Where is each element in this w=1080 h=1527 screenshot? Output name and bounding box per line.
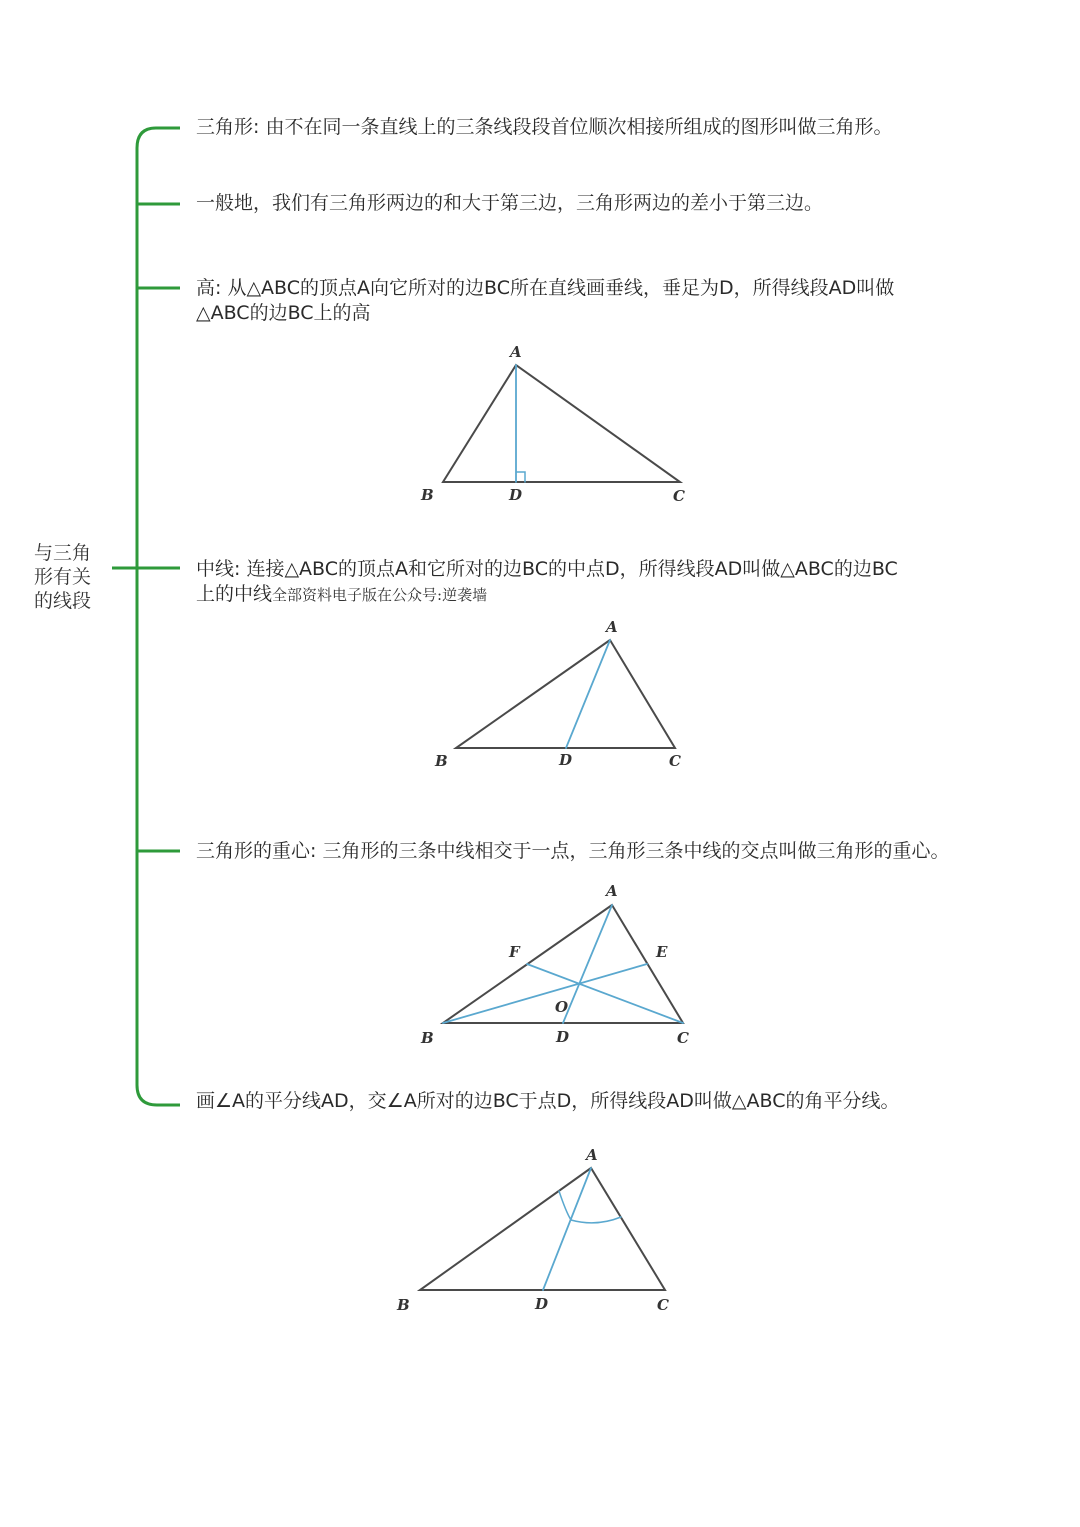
root-topic-line-1: 与三角 [34,542,92,564]
label-f: F [509,943,520,961]
label-a: A [606,618,618,636]
label-b: B [435,752,448,770]
label-a: A [606,882,618,900]
item-text: 三角形的重心: 三角形的三条中线相交于一点，三角形三条中线的交点叫做三角形的重心。 [196,840,950,862]
label-d: D [559,751,573,769]
watermark-text: 全部资料电子版在公众号:逆袭墙 [272,586,488,604]
item-text: 高: 从△ABC的顶点A向它所对的边BC所在直线画垂线，垂足为D，所得线段AD叫做 [196,277,895,299]
label-c: C [657,1296,669,1314]
angle-arc [559,1191,621,1223]
label-b: B [397,1296,410,1314]
label-c: C [673,487,685,505]
item-text: 一般地，我们有三角形两边的和大于第三边，三角形两边的差小于第三边。 [196,192,824,214]
label-b: B [421,486,434,504]
item-text: 上的中线 [196,583,273,605]
label-e: E [656,943,668,961]
label-c: C [669,752,681,770]
label-d: D [509,486,523,504]
label-a: A [510,343,522,361]
label-a: A [586,1146,598,1164]
item-text: 三角形: 由不在同一条直线上的三条线段段首位顺次相接所组成的图形叫做三角形。 [196,116,893,138]
label-b: B [421,1029,434,1047]
label-c: C [677,1029,689,1047]
label-o: O [555,998,569,1016]
root-topic-line-3: 的线段 [34,590,92,612]
root-topic-line-2: 形有关 [34,566,92,588]
item-text: 画∠A的平分线AD，交∠A所对的边BC于点D，所得线段AD叫做△ABC的角平分线。 [196,1090,900,1112]
item-text: △ABC的边BC上的高 [196,302,371,324]
label-d: D [556,1028,570,1046]
label-d: D [535,1295,549,1313]
item-text: 中线: 连接△ABC的顶点A和它所对的边BC的中点D，所得线段AD叫做△ABC的边BC [196,558,898,580]
triangle-abc [420,1168,665,1290]
